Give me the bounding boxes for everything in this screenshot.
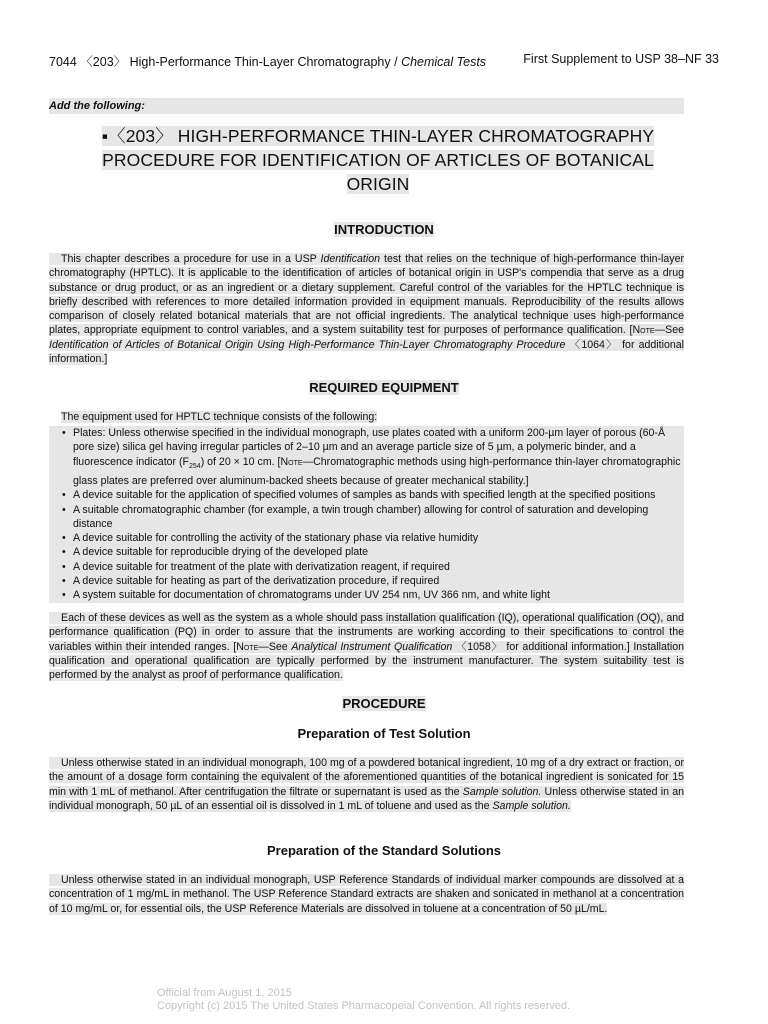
procedure-heading-text: PROCEDURE xyxy=(342,696,426,711)
title-line-3: ORIGIN xyxy=(346,174,410,194)
chapter-title xyxy=(58,124,698,196)
equipment-intro xyxy=(49,410,684,424)
plates-text-3: —Chromatographic methods using high-performance thin-layer chromatographic glass plates are preferred over aluminum-backed sheets because of greater mechanical stability.] xyxy=(73,455,681,487)
standard-solutions-heading: Preparation of the Standard Solutions xyxy=(266,843,502,858)
header-section: Chemical Tests xyxy=(401,55,487,69)
copyright-footer xyxy=(157,987,657,1012)
equipment-intro-text: The equipment used for HPTLC technique consists of the following: xyxy=(61,411,378,423)
title-line-1: 〈203〉 HIGH-PERFORMANCE THIN-LAYER CHROMATOGRAPHY xyxy=(108,126,655,146)
list-item: • A device suitable for the application of specified volumes of samples as bands with specified length at the specified positions xyxy=(49,488,684,502)
equipment-list xyxy=(49,426,684,603)
test-em-sample-2: Sample solution. xyxy=(492,799,571,812)
plates-text-2: ) of 20 × 10 cm. [ xyxy=(200,455,281,468)
footer-copyright: Copyright (c) 2015 The United States Pharmacopeial Convention. All rights reserved. xyxy=(157,999,571,1012)
qual-text-3: 〈1058〉 for additional information.] Installation qualification and operational qualification are typically performed by the instrument manufacturer. The system suitability test is performed by the analyst as proof of performance qualification. xyxy=(49,640,684,682)
header-supplement: First Supplement to USP 38–NF 33 xyxy=(523,52,719,66)
introduction-heading xyxy=(0,222,768,238)
header-chapter: 〈203〉 High-Performance Thin-Layer Chromatography / xyxy=(80,55,398,69)
intro-em-identification: Identification xyxy=(320,253,380,265)
intro-text-3: —See xyxy=(654,324,684,337)
page-number: 7044 xyxy=(49,55,77,69)
intro-note: Note xyxy=(632,324,655,337)
introduction-paragraph xyxy=(49,252,684,366)
equipment-qualification-paragraph xyxy=(49,611,684,682)
list-item: • A device suitable for heating as part of the derivatization procedure, if required xyxy=(49,574,684,588)
test-text-1: Unless otherwise stated in an individual monograph, 100 mg of a powdered botanical ingredient, 10 mg of a dry extract or fraction, or the amount of a dosage form containing the equivalent of the aforementioned quantities of the botanical ingredient is sonicated for 15 min with 1 mL of methanol. After centrifugation the filtrate or supernatant is used as the xyxy=(49,757,684,798)
title-line-2: PROCEDURE FOR IDENTIFICATION OF ARTICLES OF BOTANICAL xyxy=(102,150,654,170)
add-following-label: Add the following: xyxy=(49,98,684,114)
header-left xyxy=(49,52,486,70)
test-em-sample-1: Sample solution. xyxy=(462,785,542,798)
qual-text-2: —See xyxy=(258,640,292,653)
intro-text-1: This chapter describes a procedure for use in a USP xyxy=(61,253,321,265)
equipment-heading-text: REQUIRED EQUIPMENT xyxy=(309,380,459,395)
qual-text-1: Each of these devices as well as the system as a whole should pass installation qualification (IQ), operational qualification (OQ), and performance qualification (PQ) in order to assure that the instruments are working according to their specifications to control the variables within their intended ranges. [ xyxy=(49,612,684,653)
equipment-heading xyxy=(0,380,768,396)
footer-official-date: Official from August 1, 2015 xyxy=(157,987,292,999)
standard-text: Unless otherwise stated in an individual monograph, USP Reference Standards of individual marker compounds are dissolved at a concentration of 1 mg/mL in methanol. The USP Reference Standard extracts are shaken and sonicated in methanol at a concentration of 10 mg/mL or, for essential oils, the USP Reference Materials are dissolved in toluene at a concentration of 50 µL/mL. xyxy=(49,874,684,915)
plates-text-1: Plates: Unless otherwise specified in the individual monograph, use plates coated with a uniform 200-µm layer of porous (60-Å pore size) silica gel having irregular particles of 2–10 µm and an average particle size of 5 µm, a polymeric binder, and a fluorescence indicator (F xyxy=(73,427,666,468)
list-item: • A suitable chromatographic chamber (for example, a twin trough chamber) allowing for control of saturation and developing distance xyxy=(49,503,684,532)
running-header xyxy=(49,52,719,70)
title-marker: ▪ xyxy=(101,126,109,146)
qual-em-reference: Analytical Instrument Qualification xyxy=(291,640,453,653)
plates-note: Note xyxy=(280,455,303,468)
list-item xyxy=(49,426,684,488)
intro-text-4: 〈1064〉 for additional information.] xyxy=(49,338,684,366)
procedure-heading xyxy=(0,696,768,712)
plates-subscript: 254 xyxy=(189,462,201,470)
list-item: • A device suitable for controlling the activity of the stationary phase via relative humidity xyxy=(49,531,684,545)
test-solution-heading: Preparation of Test Solution xyxy=(297,726,471,741)
test-text-2: Unless otherwise stated in an individual monograph, 50 µL of an essential oil is dissolved in 1 mL of toluene and used as the xyxy=(49,785,685,812)
standard-solutions-paragraph xyxy=(49,873,684,916)
list-item: • A device suitable for reproducible drying of the developed plate xyxy=(49,545,684,559)
list-item: • A device suitable for treatment of the plate with derivatization reagent, if required xyxy=(49,560,684,574)
test-solution-paragraph xyxy=(49,756,684,813)
intro-em-reference: Identification of Articles of Botanical Origin Using High-Performance Thin-Layer Chromatography Procedure xyxy=(49,338,566,351)
list-item: • A system suitable for documentation of chromatograms under UV 254 nm, UV 366 nm, and white light xyxy=(49,588,684,602)
intro-text-2: test that relies on the technique of high-performance thin-layer chromatography (HPTLC). It is applicable to the identification of articles of botanical origin in USP's compendia that serve as a drug substance or drug product, or as an ingredient or a dietary supplement. Careful control of the variables for the HPTLC technique is briefly described with references to more detailed information provided in equipment manuals. Reproducibility of the results allows comparison of closely related botanical materials that are not official ingredients. The analytical technique uses high-performance plates, appropriate equipment to control variables, and a system suitability test for purposes of performance qualification. [ xyxy=(49,253,684,337)
qual-note: Note xyxy=(236,640,259,653)
introduction-heading-text: INTRODUCTION xyxy=(334,222,434,237)
